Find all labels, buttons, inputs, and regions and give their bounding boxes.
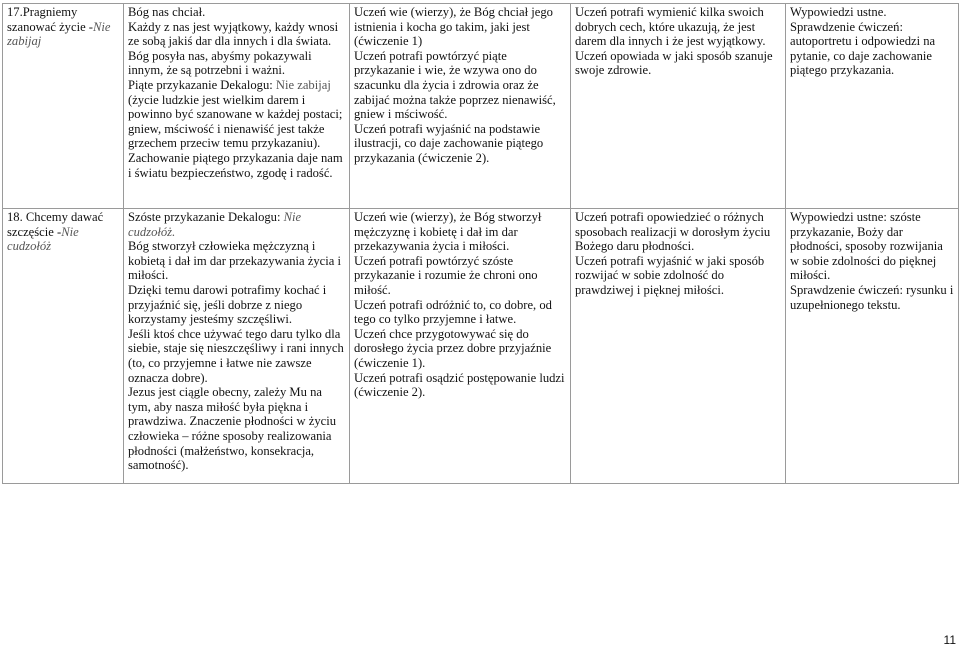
- requirement-paragraph: Uczeń wie (wierzy), że Bóg chciał jego istnienia i kocha go takim, jaki jest (ćwiczenie 1): [354, 5, 553, 49]
- requirement-paragraph: Uczeń potrafi wyjaśnić w jaki sposób rozwijać w sobie zdolność do prawdziwej i pięknej miłości.: [575, 253, 765, 297]
- requirement-paragraph: Uczeń potrafi osądzić postępowanie ludzi (ćwiczenie 2).: [354, 370, 565, 400]
- content-cell: [124, 4, 350, 209]
- table-row: [3, 209, 959, 484]
- topic-cell: [3, 209, 124, 484]
- content-paragraph: Zachowanie piątego przykazania daje nam i światu bezpieczeństwo, zgodę i radość.: [128, 150, 343, 180]
- content-paragraph: (życie ludzkie jest wielkim darem i powinno być szanowane w każdej postaci; gniew, mściwość i nienawiść jest także grzechem przeciw temu przykazaniu).: [128, 92, 343, 151]
- page-number: 11: [943, 633, 956, 648]
- content-paragraph: Jezus jest ciągle obecny, zależy Mu na tym, aby nasza miłość była piękna i prawdziwa. Znaczenie płodności w życiu człowieka – różne sposoby realizowania płodności (małżeństwo, konsekracja, samotność).: [128, 385, 337, 473]
- content-paragraph: [128, 78, 346, 93]
- topic-title: 18. Chcemy dawać szczęście -: [7, 210, 104, 239]
- requirement-paragraph: Uczeń potrafi odróżnić to, co dobre, od tego co tylko przyjemne i łatwe.: [354, 297, 552, 327]
- requirement-paragraph: Uczeń potrafi powtórzyć piąte przykazanie i wie, że wzywa ono do szacunku dla życia i zdrowia oraz że zabijać można także poprzez nienawiść, gniew i mściwość.: [354, 48, 556, 122]
- content-paragraph: [128, 210, 346, 239]
- topic-cell: [3, 4, 124, 209]
- methods-cell: [786, 209, 959, 484]
- knowledge-cell: [350, 209, 571, 484]
- content-paragraph: Jeśli ktoś chce używać tego daru tylko dla siebie, staje się nieszczęśliwy i rani innych (to, co przyjemne i łatwe nie zawsze oznacza dobre).: [128, 326, 344, 385]
- knowledge-cell: [350, 4, 571, 209]
- commandment-name: Nie cudzołóż.: [128, 210, 302, 239]
- requirement-paragraph: Uczeń potrafi opowiedzieć o różnych sposobach realizacji w dorosłym życiu Bożego daru płodności.: [575, 210, 771, 254]
- method-paragraph: Sprawdzenie ćwiczeń: autoportretu i odpowiedzi na pytanie, co daje zachowanie piątego przykazania.: [790, 19, 936, 78]
- requirement-paragraph: Uczeń potrafi powtórzyć szóste przykazanie i rozumie że chroni ono miłość.: [354, 253, 538, 297]
- content-cell: [124, 209, 350, 484]
- table-row: [3, 4, 959, 209]
- topic-commandment: Nie cudzołóż: [7, 224, 79, 254]
- commandment-name: Nie zabijaj: [275, 77, 331, 92]
- content-paragraph: Bóg posyła nas, abyśmy pokazywali innym, że są potrzebni i ważni.: [128, 48, 312, 78]
- content-text: Piąte przykazanie Dekalogu:: [128, 77, 276, 92]
- curriculum-table: [2, 3, 959, 484]
- requirement-paragraph: Uczeń chce przygotowywać się do dorosłego życia przez dobre przyjaźnie (ćwiczenie 1).: [354, 326, 552, 370]
- requirement-paragraph: Uczeń potrafi wyjaśnić na podstawie ilustracji, co daje zachowanie piątego przykazania (ćwiczenie 2).: [354, 121, 544, 165]
- content-paragraph: Dzięki temu darowi potrafimy kochać i przyjaźnić się, jeśli dobrze z niego korzystamy jesteśmy szczęśliwi.: [128, 282, 327, 327]
- method-paragraph: Wypowiedzi ustne.: [790, 5, 887, 19]
- attitudes-cell: [571, 4, 786, 209]
- content-paragraph: Bóg nas chciał.: [128, 5, 206, 19]
- requirement-paragraph: Uczeń opowiada w jaki sposób szanuje swoje zdrowie.: [575, 48, 773, 78]
- methods-cell: [786, 4, 959, 209]
- method-paragraph: Wypowiedzi ustne: szóste przykazanie, Boży dar płodności, sposoby rozwijania w sobie zdolności do pięknej miłości.: [790, 210, 943, 283]
- content-paragraph: Każdy z nas jest wyjątkowy, każdy wnosi ze sobą jakiś dar dla innych i dla świata.: [128, 19, 339, 49]
- content-paragraph: Bóg stworzył człowieka mężczyzną i kobietą i dał im dar przekazywania życia i miłości.: [128, 239, 341, 283]
- attitudes-cell: [571, 209, 786, 484]
- requirement-paragraph: Uczeń wie (wierzy), że Bóg stworzył mężczyznę i kobietę i dał im dar przekazywania życia i miłości.: [354, 210, 542, 254]
- topic-title: 17.Pragniemy szanować życie -: [7, 5, 94, 34]
- content-text: Szóste przykazanie Dekalogu:: [128, 210, 284, 224]
- requirement-paragraph: Uczeń potrafi wymienić kilka swoich dobrych cech, które ukazują, że jest darem dla innych i że jest wyjątkowy.: [575, 5, 766, 49]
- method-paragraph: Sprawdzenie ćwiczeń: rysunku i uzupełnionego tekstu.: [790, 282, 954, 312]
- topic-commandment: Nie zabijaj: [7, 19, 111, 49]
